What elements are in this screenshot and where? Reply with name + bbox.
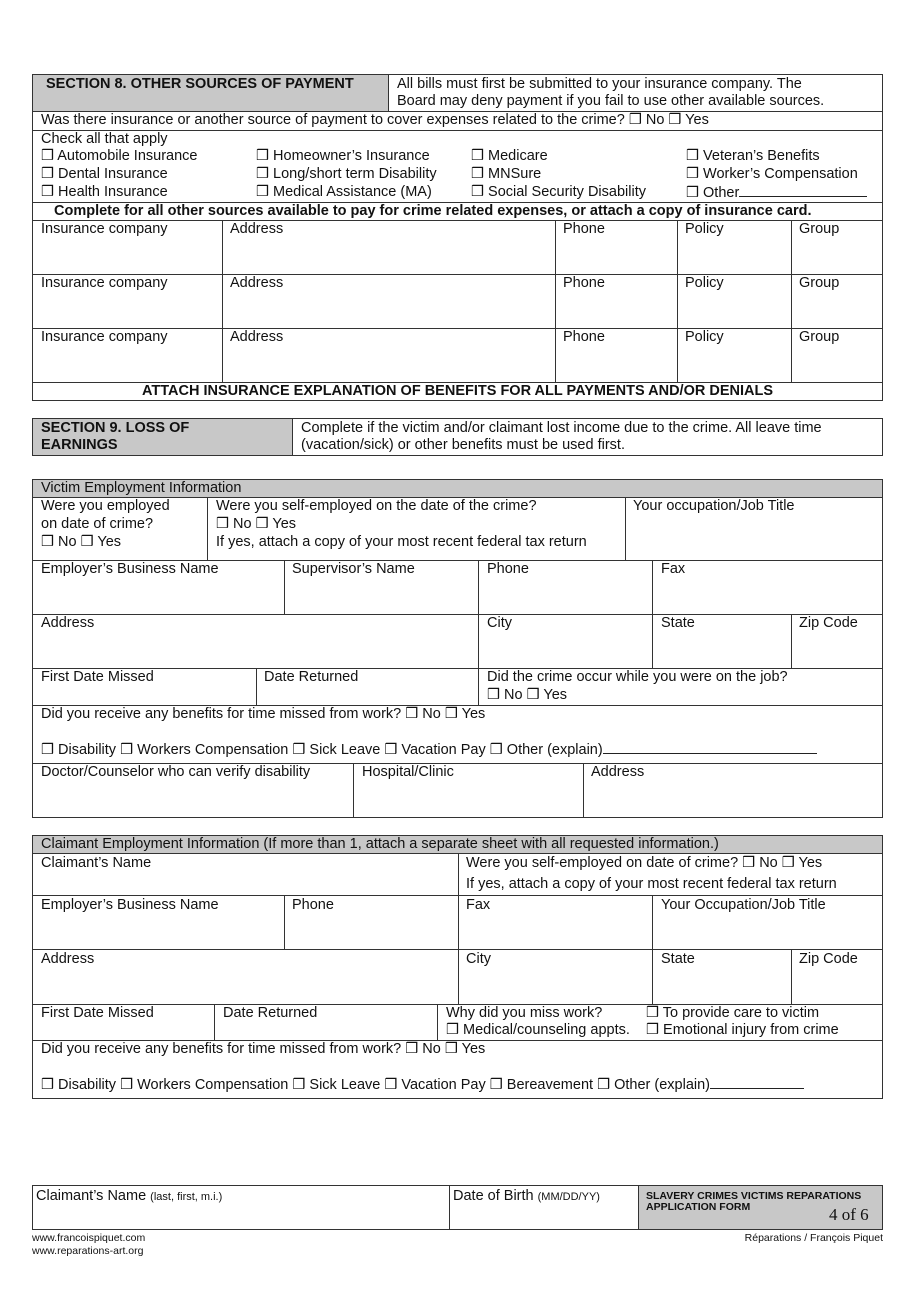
footer-credit: Réparations / François Piquet <box>744 1232 883 1244</box>
claimant-self-question[interactable]: Were you self-employed on date of crime? ❒ No ❒ Yes <box>466 855 823 871</box>
claimant-benefits-question[interactable]: Did you receive any benefits for time missed from work? ❒ No ❒ Yes <box>41 1041 486 1057</box>
victim-self-label: Were you self-employed on the date of the crime? <box>216 498 537 514</box>
check-all-label: Check all that apply <box>41 131 168 147</box>
victim-on-job-label: Did the crime occur while you were on the job? <box>487 669 788 685</box>
claimant-fax[interactable]: Fax <box>466 897 491 913</box>
victim-zip[interactable]: Zip Code <box>799 615 858 631</box>
victim-doctor[interactable]: Doctor/Counselor who can verify disability <box>41 764 311 780</box>
section8-title: SECTION 8. OTHER SOURCES OF PAYMENT <box>46 76 354 92</box>
ins1-address[interactable]: Address <box>230 221 284 237</box>
claimant-benefits-options-label: ❒ Disability ❒ Workers Compensation ❒ Sick Leave ❒ Vacation Pay ❒ Bereavement ❒ Other (explain) <box>41 1077 710 1093</box>
option-veterans[interactable]: ❒ Veteran’s Benefits <box>686 148 820 164</box>
option-homeowners[interactable]: ❒ Homeowner’s Insurance <box>256 148 430 164</box>
victim-first-missed[interactable]: First Date Missed <box>41 669 154 685</box>
option-other[interactable] <box>686 184 867 202</box>
footer-form-title-1: SLAVERY CRIMES VICTIMS REPARATIONS <box>646 1190 862 1202</box>
claimant-employer[interactable]: Employer’s Business Name <box>41 897 219 913</box>
claimant-zip[interactable]: Zip Code <box>799 951 858 967</box>
section9-note-2: (vacation/sick) or other benefits must be used first. <box>301 437 625 453</box>
victim-address[interactable]: Address <box>41 615 95 631</box>
option-disability[interactable]: ❒ Long/short term Disability <box>256 166 437 182</box>
victim-employer[interactable]: Employer’s Business Name <box>41 561 219 577</box>
claimant-phone[interactable]: Phone <box>292 897 334 913</box>
claimant-state[interactable]: State <box>661 951 695 967</box>
option-other-label: ❒ Other <box>686 185 740 201</box>
insurance-question[interactable]: Was there insurance or another source of payment to cover expenses related to the crime? ❒ No ❒ Yes <box>41 112 709 128</box>
footer-claimant-name-hint: (last, first, m.i.) <box>150 1191 223 1203</box>
ins3-group[interactable]: Group <box>799 329 840 345</box>
ins2-company[interactable]: Insurance company <box>41 275 168 291</box>
victim-doctor-address[interactable]: Address <box>591 764 645 780</box>
option-workers-comp[interactable]: ❒ Worker’s Compensation <box>686 166 858 182</box>
option-mnsure[interactable]: ❒ MNSure <box>471 166 542 182</box>
victim-phone[interactable]: Phone <box>487 561 529 577</box>
ins1-group[interactable]: Group <box>799 221 840 237</box>
claimant-why-label: Why did you miss work? <box>446 1005 603 1021</box>
ins3-policy[interactable]: Policy <box>685 329 724 345</box>
victim-employed-label-1: Were you employed <box>41 498 170 514</box>
victim-benefits-options[interactable] <box>41 741 817 759</box>
option-dental[interactable]: ❒ Dental Insurance <box>41 166 168 182</box>
victim-date-returned[interactable]: Date Returned <box>264 669 359 685</box>
claimant-first-missed[interactable]: First Date Missed <box>41 1005 154 1021</box>
claimant-address[interactable]: Address <box>41 951 95 967</box>
ins1-policy[interactable]: Policy <box>685 221 724 237</box>
claimant-city[interactable]: City <box>466 951 491 967</box>
victim-employed-options[interactable]: ❒ No ❒ Yes <box>41 534 122 550</box>
ins2-address[interactable]: Address <box>230 275 284 291</box>
ins3-address[interactable]: Address <box>230 329 284 345</box>
victim-on-job-options[interactable]: ❒ No ❒ Yes <box>487 687 568 703</box>
footer-dob-hint: (MM/DD/YY) <box>537 1191 600 1203</box>
claimant-benefits-options[interactable] <box>41 1076 804 1094</box>
section8-note-2: Board may deny payment if you fail to use other available sources. <box>397 93 825 109</box>
section9-note-1: Complete if the victim and/or claimant lost income due to the crime. All leave time <box>301 420 822 436</box>
claimant-why-care[interactable]: ❒ To provide care to victim <box>646 1005 820 1021</box>
complete-note: Complete for all other sources available to pay for crime related expenses, or attach a copy of insurance card. <box>54 203 812 219</box>
victim-header: Victim Employment Information <box>41 480 242 496</box>
ins2-group[interactable]: Group <box>799 275 840 291</box>
victim-self-note: If yes, attach a copy of your most recent federal tax return <box>216 534 587 550</box>
claimant-why-medical[interactable]: ❒ Medical/counseling appts. <box>446 1022 630 1038</box>
victim-city[interactable]: City <box>487 615 512 631</box>
claimant-name[interactable]: Claimant’s Name <box>41 855 152 871</box>
footer-dob-label: Date of Birth <box>453 1188 534 1204</box>
option-ssd[interactable]: ❒ Social Security Disability <box>471 184 646 200</box>
footer-url-1[interactable]: www.francoispiquet.com <box>32 1232 146 1244</box>
ins3-phone[interactable]: Phone <box>563 329 605 345</box>
claimant-self-note: If yes, attach a copy of your most recent federal tax return <box>466 876 837 892</box>
footer-claimant-name-label: Claimant’s Name <box>36 1188 147 1204</box>
victim-supervisor[interactable]: Supervisor’s Name <box>292 561 415 577</box>
victim-fax[interactable]: Fax <box>661 561 686 577</box>
ins1-phone[interactable]: Phone <box>563 221 605 237</box>
option-medical-assistance[interactable]: ❒ Medical Assistance (MA) <box>256 184 432 200</box>
claimant-date-returned[interactable]: Date Returned <box>223 1005 318 1021</box>
footer-dob[interactable] <box>453 1188 600 1206</box>
victim-self-options[interactable]: ❒ No ❒ Yes <box>216 516 297 532</box>
attach-note: ATTACH INSURANCE EXPLANATION OF BENEFITS FOR ALL PAYMENTS AND/OR DENIALS <box>141 383 774 399</box>
footer-form-title-2: APPLICATION FORM <box>646 1201 751 1213</box>
section9-title-2: EARNINGS <box>41 437 118 453</box>
footer-claimant-name[interactable] <box>36 1188 222 1206</box>
claimant-why-emotional[interactable]: ❒ Emotional injury from crime <box>646 1022 839 1038</box>
victim-benefits-question[interactable]: Did you receive any benefits for time missed from work? ❒ No ❒ Yes <box>41 706 486 722</box>
option-automobile[interactable]: ❒ Automobile Insurance <box>41 148 198 164</box>
ins3-company[interactable]: Insurance company <box>41 329 168 345</box>
claimant-occupation[interactable]: Your Occupation/Job Title <box>661 897 826 913</box>
option-health[interactable]: ❒ Health Insurance <box>41 184 168 200</box>
ins2-phone[interactable]: Phone <box>563 275 605 291</box>
ins2-policy[interactable]: Policy <box>685 275 724 291</box>
victim-state[interactable]: State <box>661 615 695 631</box>
section9-title-1: SECTION 9. LOSS OF <box>41 420 190 436</box>
victim-benefits-options-label: ❒ Disability ❒ Workers Compensation ❒ Sick Leave ❒ Vacation Pay ❒ Other (explain) <box>41 742 603 758</box>
claimant-header: Claimant Employment Information (If more than 1, attach a separate sheet with all requested information.) <box>41 836 719 852</box>
victim-employed-label-2: on date of crime? <box>41 516 154 532</box>
option-medicare[interactable]: ❒ Medicare <box>471 148 548 164</box>
footer-url-2[interactable]: www.reparations-art.org <box>32 1245 144 1257</box>
victim-occupation[interactable]: Your occupation/Job Title <box>633 498 795 514</box>
victim-hospital[interactable]: Hospital/Clinic <box>362 764 454 780</box>
ins1-company[interactable]: Insurance company <box>41 221 168 237</box>
footer-page-number: 4 of 6 <box>829 1205 869 1224</box>
section8-note-1: All bills must first be submitted to your insurance company. The <box>397 76 802 92</box>
